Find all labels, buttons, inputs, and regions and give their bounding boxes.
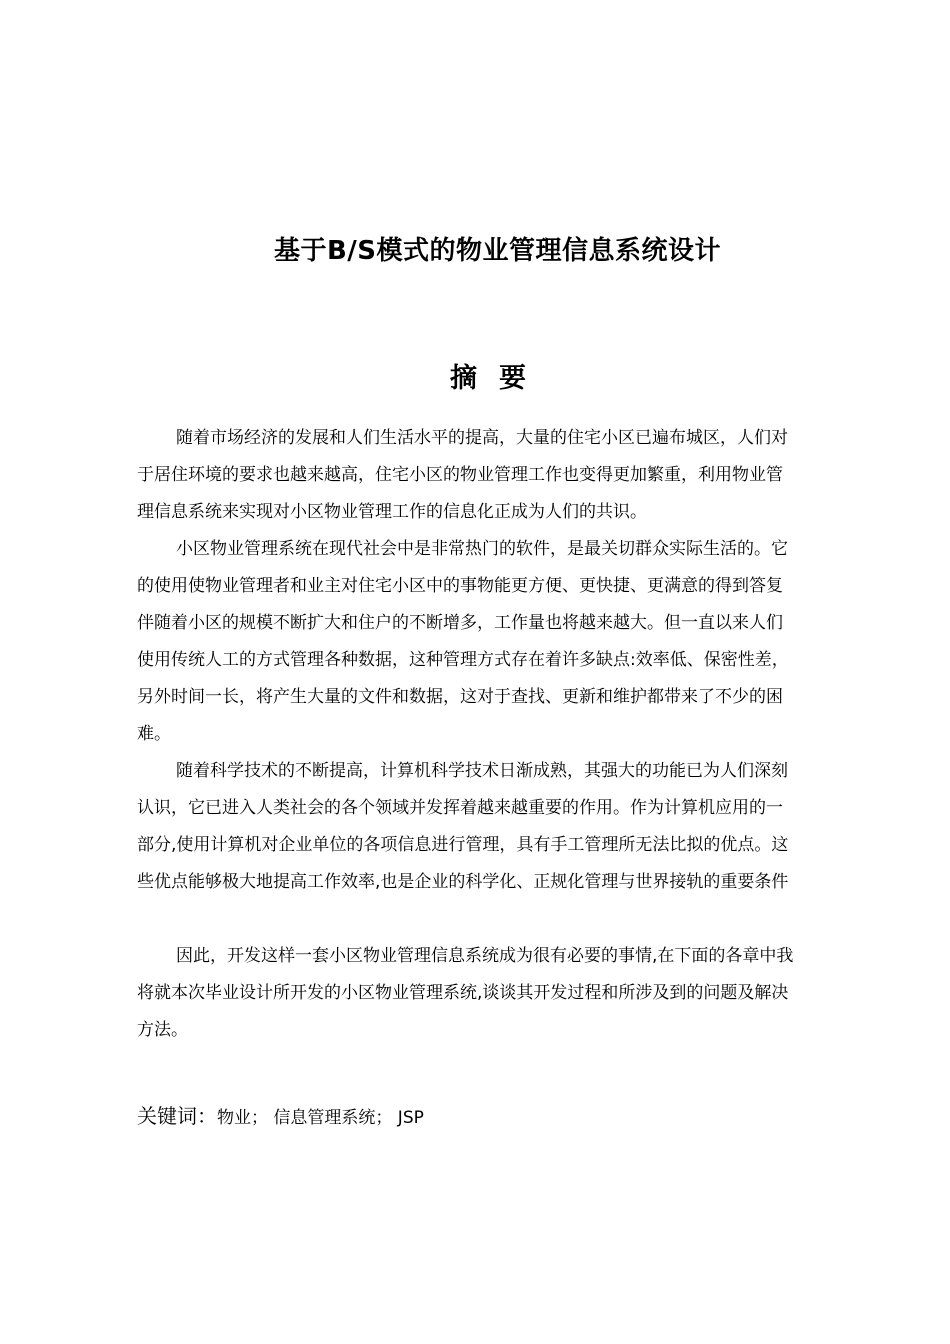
paragraph-1-line-1: 随着市场经济的发展和人们生活水平的提高，大量的住宅小区已遍布城区，人们对	[176, 428, 788, 448]
paragraph-2-line-4: 使用传统人工的方式管理各种数据，这种管理方式存在着许多缺点:效率低、保密性差，	[137, 650, 789, 670]
paragraph-3-line-1: 随着科学技术的不断提高，计算机科学技术日渐成熟，其强大的功能已为人们深刻	[176, 761, 788, 781]
document-title: 基于B/S模式的物业管理信息系统设计	[273, 236, 722, 266]
paragraph-2-line-2: 的使用使物业管理者和业主对住宅小区中的事物能更方便、更快捷、更满意的得到答复	[137, 576, 783, 596]
paragraph-3-line-2: 认识，它已进入人类社会的各个领域并发挥着越来越重要的作用。作为计算机应用的一	[137, 798, 783, 818]
paragraph-2-line-5: 另外时间一长，将产生大量的文件和数据，这对于查找、更新和维护都带来了不少的困	[137, 687, 783, 707]
paragraph-2-line-6: 难。	[137, 724, 171, 744]
abstract-heading: 摘要	[450, 363, 548, 394]
paragraph-3-line-4: 些优点能够极大地提高工作效率,也是企业的科学化、正规化管理与世界接轨的重要条件	[137, 872, 789, 892]
paragraph-2-line-3: 伴随着小区的规模不断扩大和住户的不断增多，工作量也将越来越大。但一直以来人们	[137, 613, 783, 633]
paragraph-1-line-3: 理信息系统来实现对小区物业管理工作的信息化正成为人们的共识。	[137, 502, 647, 522]
keywords	[137, 1103, 424, 1131]
paragraph-4-line-1: 因此，开发这样一套小区物业管理信息系统成为很有必要的事情,在下面的各章中我	[176, 946, 794, 966]
paragraph-4-line-2: 将就本次毕业设计所开发的小区物业管理系统,谈谈其开发过程和所涉及到的问题及解决	[137, 983, 789, 1003]
keywords-list: 物业； 信息管理系统； JSP	[217, 1108, 424, 1128]
keywords-label: 关键词：	[137, 1104, 217, 1128]
paragraph-2-line-1: 小区物业管理系统在现代社会中是非常热门的软件，是最关切群众实际生活的。它	[176, 539, 788, 559]
paragraph-4-line-3: 方法。	[137, 1020, 188, 1040]
paragraph-3-line-3: 部分,使用计算机对企业单位的各项信息进行管理，具有手工管理所无法比拟的优点。这	[137, 835, 789, 855]
paragraph-1-line-2: 于居住环境的要求也越来越高，住宅小区的物业管理工作也变得更加繁重，利用物业管	[137, 465, 783, 485]
